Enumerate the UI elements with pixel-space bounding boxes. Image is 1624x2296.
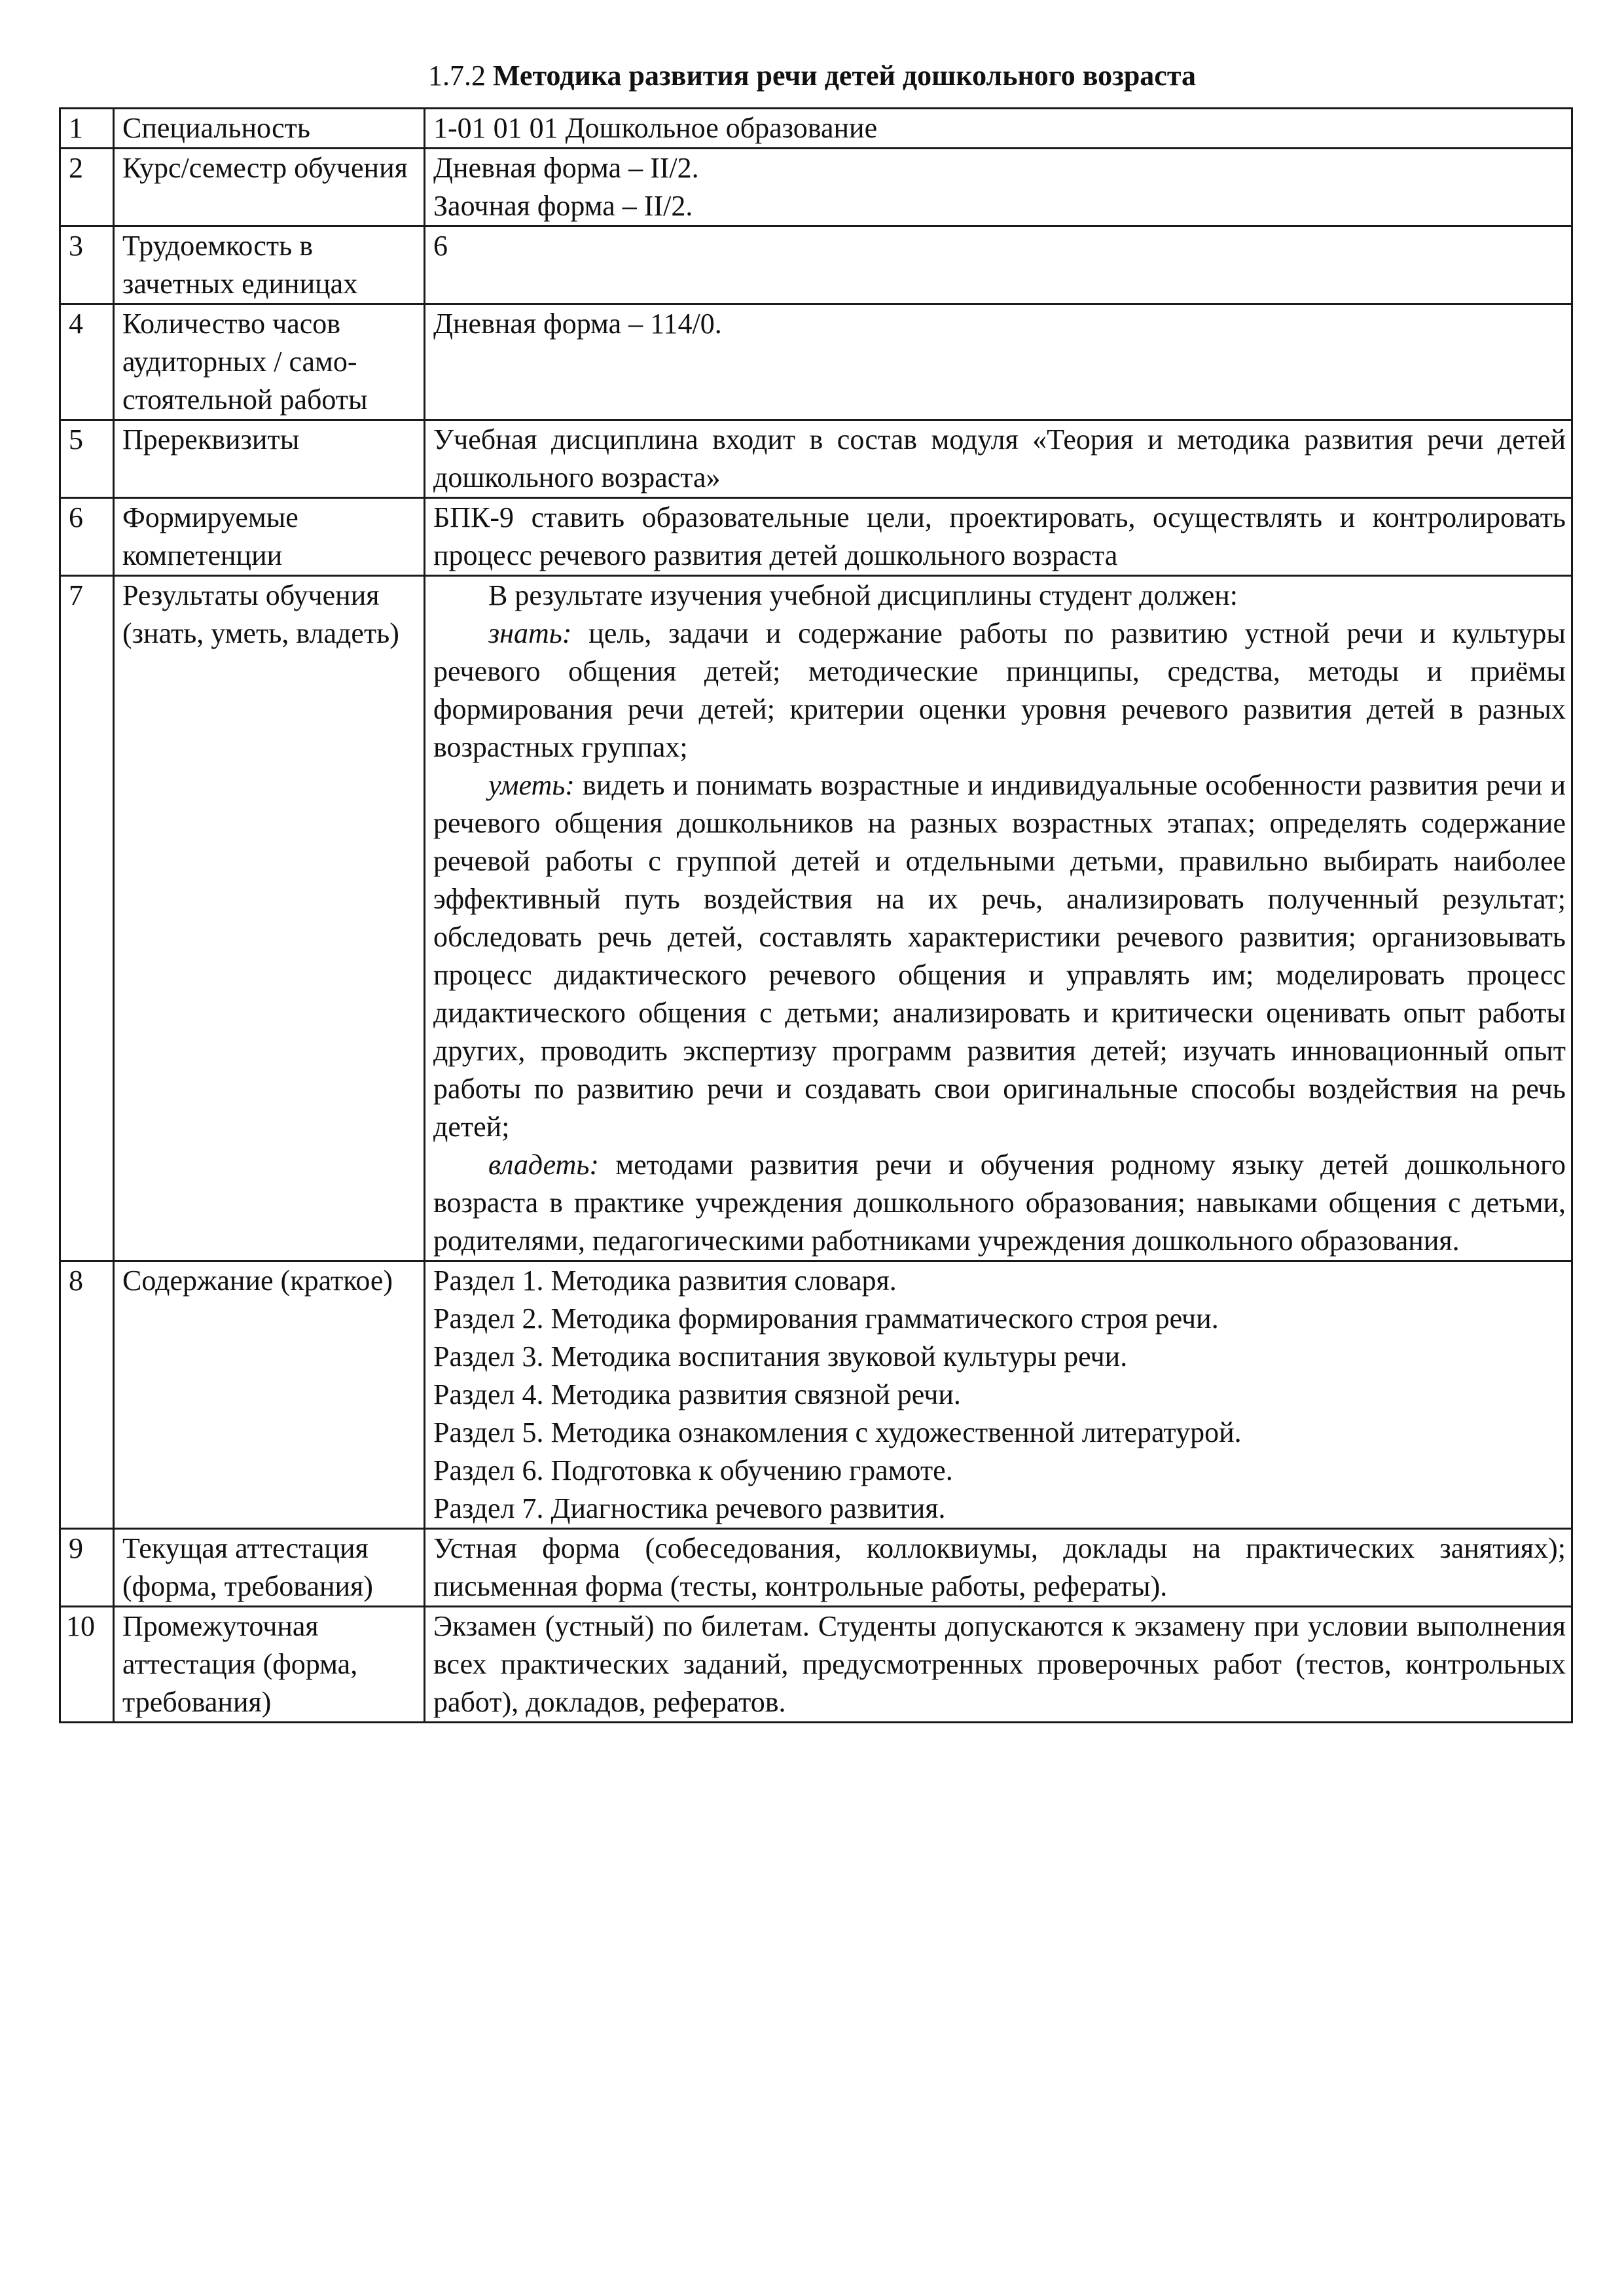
section-line: Раздел 7. Диагностика речевого развития. xyxy=(433,1492,946,1524)
results-know xyxy=(433,615,1566,766)
row-value: Экзамен (устный) по билетам. Студенты допускаются к экзамену при условии выполнения всех практических заданий, предусмотренных проверочных работ (тестов, контрольных работ), докладов, рефератов. xyxy=(425,1607,1572,1723)
table-row xyxy=(60,1607,1572,1723)
table-row xyxy=(60,1529,1572,1607)
value-line: Заочная форма – II/2. xyxy=(433,190,693,222)
row-value xyxy=(425,1261,1572,1529)
row-number: 8 xyxy=(60,1261,114,1529)
table-row xyxy=(60,1261,1572,1529)
section-line: Раздел 6. Подготовка к обучению грамоте. xyxy=(433,1454,953,1486)
results-intro: В результате изучения учебной дисциплины студент должен: xyxy=(488,579,1238,611)
row-value: БПК-9 ставить образовательные цели, проектировать, осуществлять и контролировать процесс речевого развития детей дошкольного возраста xyxy=(425,498,1572,576)
row-label: Текущая аттестация (форма, требования) xyxy=(114,1529,425,1607)
row-number: 9 xyxy=(60,1529,114,1607)
row-label: Формируемые компетенции xyxy=(114,498,425,576)
keyword-know: знать: xyxy=(488,617,572,649)
table-row xyxy=(60,109,1572,149)
row-value xyxy=(425,576,1572,1261)
row-label: Специальность xyxy=(114,109,425,149)
row-label: Количество часов аудиторных / само-стоятельной работы xyxy=(114,304,425,420)
results-can xyxy=(433,766,1566,1146)
table-row xyxy=(60,420,1572,498)
row-value: Дневная форма – 114/0. xyxy=(425,304,1572,420)
row-number: 4 xyxy=(60,304,114,420)
table-row xyxy=(60,226,1572,304)
table-row xyxy=(60,149,1572,226)
row-number: 2 xyxy=(60,149,114,226)
row-label: Пререквизиты xyxy=(114,420,425,498)
row-number: 7 xyxy=(60,576,114,1261)
row-value: 1-01 01 01 Дошкольное образование xyxy=(425,109,1572,149)
row-value: Устная форма (собеседования, коллоквиумы, доклады на практических занятиях); письменная форма (тесты, контрольные работы, рефераты). xyxy=(425,1529,1572,1607)
section-line: Раздел 3. Методика воспитания звуковой культуры речи. xyxy=(433,1340,1128,1372)
row-number: 3 xyxy=(60,226,114,304)
row-label: Результаты обучения (знать, уметь, владеть) xyxy=(114,576,425,1261)
section-line: Раздел 2. Методика формирования грамматического строя речи. xyxy=(433,1302,1219,1335)
row-label: Содержание (краткое) xyxy=(114,1261,425,1529)
section-line: Раздел 5. Методика ознакомления с художественной литературой. xyxy=(433,1416,1242,1448)
know-text: цель, задачи и содержание работы по развитию устной речи и культуры речевого общения детей; методические принципы, средства, методы и приёмы формирования речи детей; критерии оценки уровня речевого развития детей в разных возрастных группах; xyxy=(433,617,1566,763)
row-value: Учебная дисциплина входит в состав модуля «Теория и методика развития речи детей дошкольного возраста» xyxy=(425,420,1572,498)
keyword-can: уметь: xyxy=(488,769,575,801)
row-value: 6 xyxy=(425,226,1572,304)
title-text: Методика развития речи детей дошкольного возраста xyxy=(492,60,1196,92)
row-number: 6 xyxy=(60,498,114,576)
row-label: Промежуточная аттестация (форма, требования) xyxy=(114,1607,425,1723)
discipline-card-table xyxy=(59,107,1573,1723)
value-line: Дневная форма – II/2. xyxy=(433,152,699,184)
row-number: 1 xyxy=(60,109,114,149)
results-own xyxy=(433,1146,1566,1260)
title-number: 1.7.2 xyxy=(427,60,486,92)
section-line: Раздел 1. Методика развития словаря. xyxy=(433,1265,897,1297)
table-row xyxy=(60,498,1572,576)
table-row xyxy=(60,304,1572,420)
row-value xyxy=(425,149,1572,226)
own-text: методами развития речи и обучения родному языку детей дошкольного возраста в практике учреждения дошкольного образования; навыками общения с детьми, родителями, педагогическими работниками учреждения дошкольного образования. xyxy=(433,1149,1566,1257)
table-row xyxy=(60,576,1572,1261)
row-number: 5 xyxy=(60,420,114,498)
row-number: 10 xyxy=(60,1607,114,1723)
keyword-own: владеть: xyxy=(488,1149,600,1181)
row-label: Трудоемкость в зачетных единицах xyxy=(114,226,425,304)
section-line: Раздел 4. Методика развития связной речи. xyxy=(433,1378,961,1410)
row-label: Курс/семестр обучения xyxy=(114,149,425,226)
document-title xyxy=(0,58,1624,94)
can-text: видеть и понимать возрастные и индивидуальные особенности развития речи и речевого общения дошкольников на разных возрастных этапах; определять содержание речевой работы с группой детей и отдельными детьми, правильно выбирать наиболее эффективный путь воздействия на их речь, анализировать полученный результат; обследовать речь детей, составлять характеристики речевого развития; организовывать процесс дидактического речевого общения и управлять им; моделировать процесс дидактического общения с детьми; анализировать и критически оценивать опыт работы других, проводить экспертизу программ развития детей; изучать инновационный опыт работы по развитию речи и создавать свои оригинальные способы воздействия на речь детей; xyxy=(433,769,1566,1143)
